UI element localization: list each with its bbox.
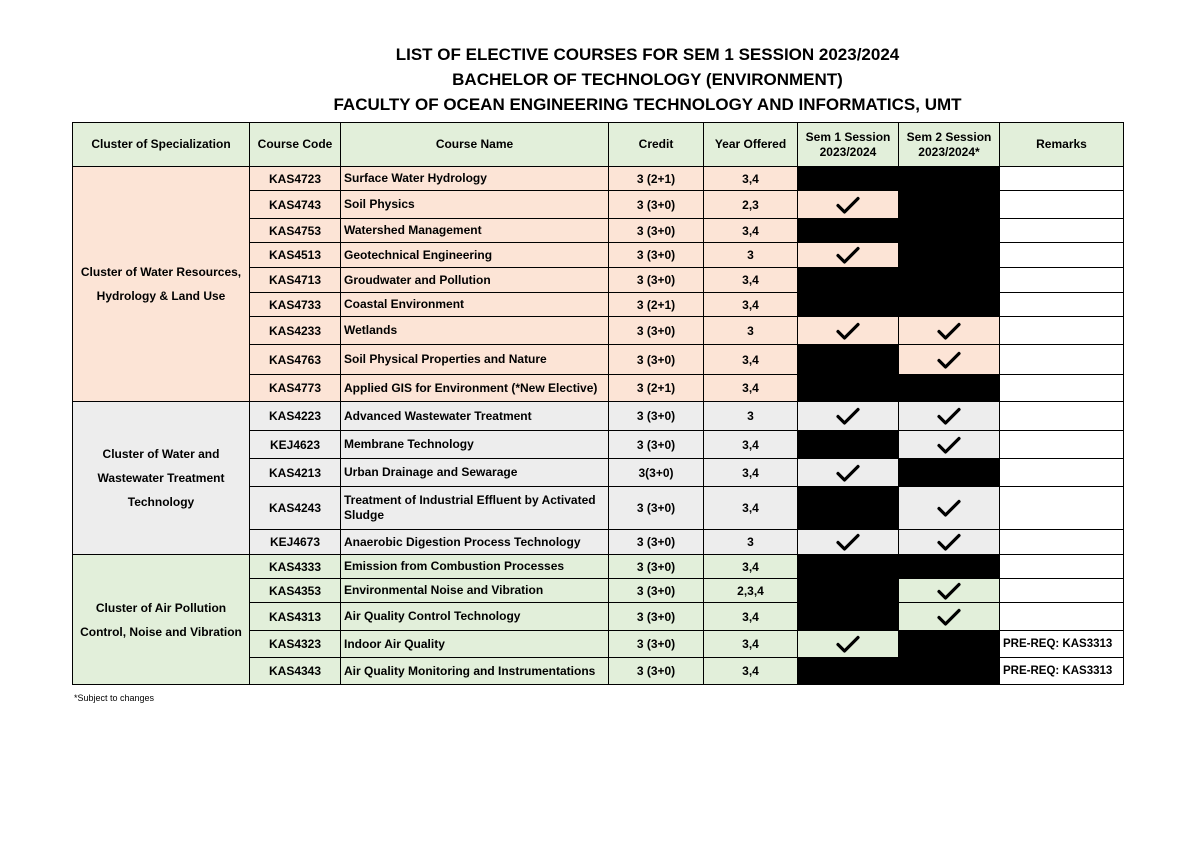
course-code: KAS4243 [250, 487, 341, 530]
course-remarks [1000, 579, 1124, 603]
elective-courses-table [72, 122, 1124, 685]
table-row [73, 167, 1124, 191]
course-code: KEJ4623 [250, 431, 341, 459]
course-name: Soil Physical Properties and Nature [341, 345, 609, 375]
course-credit: 3 (3+0) [609, 579, 704, 603]
sem2-cell [899, 459, 1000, 487]
sem2-cell [899, 375, 1000, 402]
course-name: Watershed Management [341, 219, 609, 243]
course-code: KAS4333 [250, 555, 341, 579]
course-year-offered: 3,4 [704, 293, 798, 317]
sem1-cell [798, 631, 899, 658]
check-icon [836, 533, 860, 551]
header-cluster: Cluster of Specialization [73, 123, 250, 167]
course-year-offered: 3,4 [704, 631, 798, 658]
sem1-cell [798, 603, 899, 631]
course-year-offered: 3 [704, 530, 798, 555]
course-code: KAS4763 [250, 345, 341, 375]
footnote: *Subject to changes [74, 693, 155, 703]
course-name: Membrane Technology [341, 431, 609, 459]
course-code: KAS4743 [250, 191, 341, 219]
check-icon [836, 407, 860, 425]
sem1-cell [798, 191, 899, 219]
document-title [0, 42, 1200, 117]
course-year-offered: 3,4 [704, 658, 798, 685]
course-year-offered: 2,3,4 [704, 579, 798, 603]
course-year-offered: 3,4 [704, 268, 798, 293]
sem1-cell [798, 293, 899, 317]
course-name: Groudwater and Pollution [341, 268, 609, 293]
sem1-cell [798, 579, 899, 603]
course-year-offered: 2,3 [704, 191, 798, 219]
course-name: Advanced Wastewater Treatment [341, 402, 609, 431]
course-code: KAS4343 [250, 658, 341, 685]
course-remarks [1000, 317, 1124, 345]
sem1-cell [798, 431, 899, 459]
course-name: Urban Drainage and Sewarage [341, 459, 609, 487]
course-credit: 3 (2+1) [609, 375, 704, 402]
course-credit: 3 (3+0) [609, 219, 704, 243]
sem2-cell [899, 268, 1000, 293]
sem2-cell [899, 219, 1000, 243]
course-name: Emission from Combustion Processes [341, 555, 609, 579]
course-year-offered: 3,4 [704, 555, 798, 579]
sem1-cell [798, 167, 899, 191]
table-row [73, 402, 1124, 431]
header-sem2: Sem 2 Session 2023/2024* [899, 123, 1000, 167]
table-header-row [73, 123, 1124, 167]
title-line-3: FACULTY OF OCEAN ENGINEERING TECHNOLOGY AND INFORMATICS, UMT [333, 95, 962, 114]
sem2-cell [899, 345, 1000, 375]
course-code: KAS4223 [250, 402, 341, 431]
course-remarks [1000, 555, 1124, 579]
course-credit: 3 (3+0) [609, 631, 704, 658]
course-remarks [1000, 459, 1124, 487]
sem2-cell [899, 402, 1000, 431]
course-year-offered: 3,4 [704, 431, 798, 459]
sem1-cell [798, 530, 899, 555]
course-code: KAS4733 [250, 293, 341, 317]
course-credit: 3(3+0) [609, 459, 704, 487]
title-line-2: BACHELOR OF TECHNOLOGY (ENVIRONMENT) [452, 70, 843, 89]
course-name: Indoor Air Quality [341, 631, 609, 658]
course-year-offered: 3 [704, 317, 798, 345]
check-icon [937, 499, 961, 517]
sem2-cell [899, 191, 1000, 219]
course-year-offered: 3,4 [704, 459, 798, 487]
course-rows [73, 167, 1124, 685]
course-remarks: PRE-REQ: KAS3313 [1000, 631, 1124, 658]
sem2-cell [899, 631, 1000, 658]
course-year-offered: 3,4 [704, 603, 798, 631]
sem2-cell [899, 579, 1000, 603]
check-icon [937, 608, 961, 626]
check-icon [937, 407, 961, 425]
course-name: Soil Physics [341, 191, 609, 219]
course-remarks: PRE-REQ: KAS3313 [1000, 658, 1124, 685]
course-name: Applied GIS for Environment (*New Elective) [341, 375, 609, 402]
check-icon [937, 582, 961, 600]
sem2-cell [899, 530, 1000, 555]
course-remarks [1000, 219, 1124, 243]
course-remarks [1000, 487, 1124, 530]
course-year-offered: 3,4 [704, 345, 798, 375]
course-code: KAS4313 [250, 603, 341, 631]
sem1-cell [798, 555, 899, 579]
course-credit: 3 (2+1) [609, 167, 704, 191]
title-line-1: LIST OF ELECTIVE COURSES FOR SEM 1 SESSION 2023/2024 [395, 45, 900, 64]
course-code: KAS4353 [250, 579, 341, 603]
sem2-cell [899, 555, 1000, 579]
header-credit: Credit [609, 123, 704, 167]
cluster-name: Cluster of Air Pollution Control, Noise and Vibration [73, 555, 250, 685]
header-course-name: Course Name [341, 123, 609, 167]
sem1-cell [798, 658, 899, 685]
course-remarks [1000, 293, 1124, 317]
course-remarks [1000, 603, 1124, 631]
sem1-cell [798, 345, 899, 375]
course-year-offered: 3 [704, 402, 798, 431]
sem2-cell [899, 243, 1000, 268]
check-icon [836, 322, 860, 340]
course-credit: 3 (3+0) [609, 345, 704, 375]
sem1-cell [798, 268, 899, 293]
sem1-cell [798, 487, 899, 530]
course-credit: 3 (3+0) [609, 268, 704, 293]
check-icon [836, 635, 860, 653]
sem2-cell [899, 317, 1000, 345]
course-name: Treatment of Industrial Effluent by Activated Sludge [341, 487, 609, 530]
course-name: Environmental Noise and Vibration [341, 579, 609, 603]
course-code: KAS4723 [250, 167, 341, 191]
course-code: KAS4773 [250, 375, 341, 402]
sem1-cell [798, 219, 899, 243]
sem2-cell [899, 658, 1000, 685]
course-code: KAS4323 [250, 631, 341, 658]
course-name: Geotechnical Engineering [341, 243, 609, 268]
course-name: Air Quality Control Technology [341, 603, 609, 631]
check-icon [836, 196, 860, 214]
course-year-offered: 3 [704, 243, 798, 268]
course-credit: 3 (3+0) [609, 555, 704, 579]
check-icon [836, 464, 860, 482]
check-icon [937, 436, 961, 454]
course-credit: 3 (3+0) [609, 317, 704, 345]
sem2-cell [899, 487, 1000, 530]
course-year-offered: 3,4 [704, 487, 798, 530]
course-code: KAS4213 [250, 459, 341, 487]
sem1-cell [798, 459, 899, 487]
course-remarks [1000, 402, 1124, 431]
course-credit: 3 (3+0) [609, 431, 704, 459]
sem2-cell [899, 603, 1000, 631]
header-sem1: Sem 1 Session 2023/2024 [798, 123, 899, 167]
course-credit: 3 (3+0) [609, 603, 704, 631]
course-remarks [1000, 345, 1124, 375]
course-credit: 3 (3+0) [609, 658, 704, 685]
check-icon [937, 533, 961, 551]
course-code: KAS4713 [250, 268, 341, 293]
sem2-cell [899, 167, 1000, 191]
sem1-cell [798, 317, 899, 345]
header-course-code: Course Code [250, 123, 341, 167]
table-row [73, 555, 1124, 579]
course-name: Surface Water Hydrology [341, 167, 609, 191]
course-code: KAS4753 [250, 219, 341, 243]
course-remarks [1000, 375, 1124, 402]
check-icon [937, 322, 961, 340]
course-credit: 3 (2+1) [609, 293, 704, 317]
cluster-name: Cluster of Water Resources, Hydrology & Land Use [73, 167, 250, 402]
course-year-offered: 3,4 [704, 219, 798, 243]
course-remarks [1000, 191, 1124, 219]
course-year-offered: 3,4 [704, 375, 798, 402]
course-name: Coastal Environment [341, 293, 609, 317]
sem1-cell [798, 402, 899, 431]
course-year-offered: 3,4 [704, 167, 798, 191]
course-code: KAS4233 [250, 317, 341, 345]
course-credit: 3 (3+0) [609, 487, 704, 530]
header-year-offered: Year Offered [704, 123, 798, 167]
course-remarks [1000, 268, 1124, 293]
cluster-name: Cluster of Water and Wastewater Treatment Technology [73, 402, 250, 555]
course-code: KAS4513 [250, 243, 341, 268]
course-code: KEJ4673 [250, 530, 341, 555]
course-credit: 3 (3+0) [609, 530, 704, 555]
sem1-cell [798, 243, 899, 268]
course-credit: 3 (3+0) [609, 243, 704, 268]
course-remarks [1000, 431, 1124, 459]
check-icon [836, 246, 860, 264]
check-icon [937, 351, 961, 369]
sem2-cell [899, 431, 1000, 459]
sem1-cell [798, 375, 899, 402]
course-credit: 3 (3+0) [609, 191, 704, 219]
course-remarks [1000, 530, 1124, 555]
header-remarks: Remarks [1000, 123, 1124, 167]
course-credit: 3 (3+0) [609, 402, 704, 431]
course-remarks [1000, 243, 1124, 268]
course-remarks [1000, 167, 1124, 191]
course-name: Anaerobic Digestion Process Technology [341, 530, 609, 555]
course-name: Air Quality Monitoring and Instrumentations [341, 658, 609, 685]
sem2-cell [899, 293, 1000, 317]
course-name: Wetlands [341, 317, 609, 345]
